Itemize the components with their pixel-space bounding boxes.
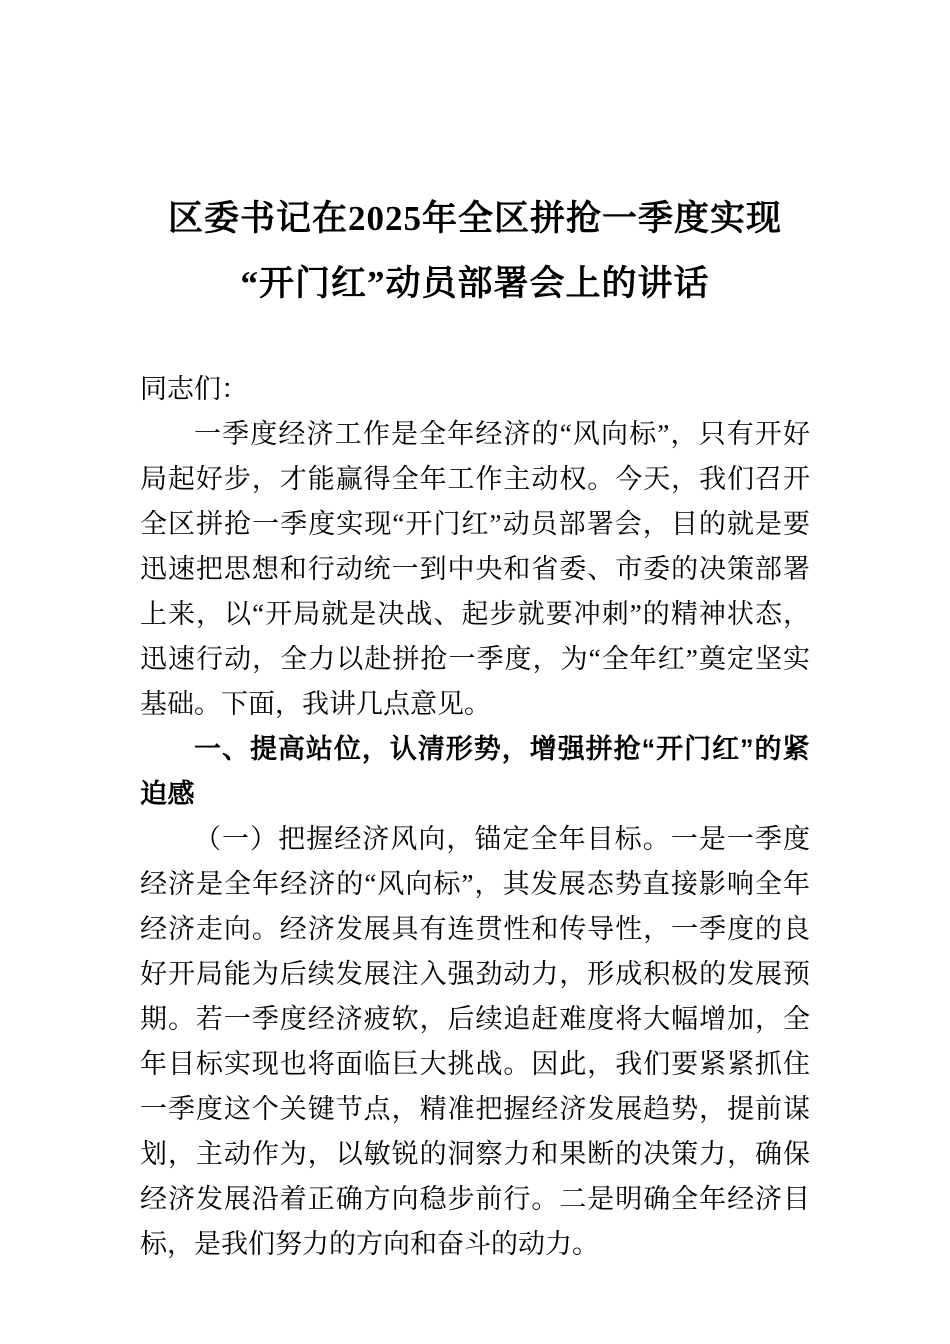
title-line-2: “开门红”动员部署会上的讲话: [240, 264, 710, 304]
subsection-lead-sentence: （一）把握经济风向，锚定全年目标。: [194, 824, 671, 855]
subsection-body-text: 一是一季度经济是全年经济的“风向标”，其发展态势直接影响全年经济走向。经济发展具有连贯性和传导性，一季度的良好开局能为后续发展注入强劲动力，形成积极的发展预期。若一季度经济疲软，后续追赶难度将大幅增加，全年目标实现也将面临巨大挑战。因此，我们要紧紧抓住一季度这个关键节点，精准把握经济发展趋势，提前谋划，主动作为，以敏锐的洞察力和果断的决策力，确保经济发展沿着正确方向稳步前行。二是明确全年经济目标，是我们努力的方向和奋斗的动力。: [140, 824, 811, 1260]
salutation: 同志们：: [140, 374, 248, 405]
section-1-subsection-1-paragraph: [140, 817, 810, 1267]
document-body: [140, 367, 810, 1267]
title-line-1: 区委书记在2025年全区拼抢一季度实现: [167, 199, 782, 239]
intro-paragraph: 一季度经济工作是全年经济的“风向标”，只有开好局起好步，才能赢得全年工作主动权。今天，我们召开全区拼抢一季度实现“开门红”动员部署会，目的就是要迅速把思想和行动统一到中央和省委、市委的决策部署上来，以“开局就是决战、起步就要冲刺”的精神状态，迅速行动，全力以赴拼抢一季度，为“全年红”奠定坚实基础。下面，我讲几点意见。: [140, 419, 810, 720]
section-1-heading: 一、提高站位，认清形势，增强拼抢“开门红”的紧迫感: [140, 734, 810, 810]
document-title: [140, 186, 810, 316]
